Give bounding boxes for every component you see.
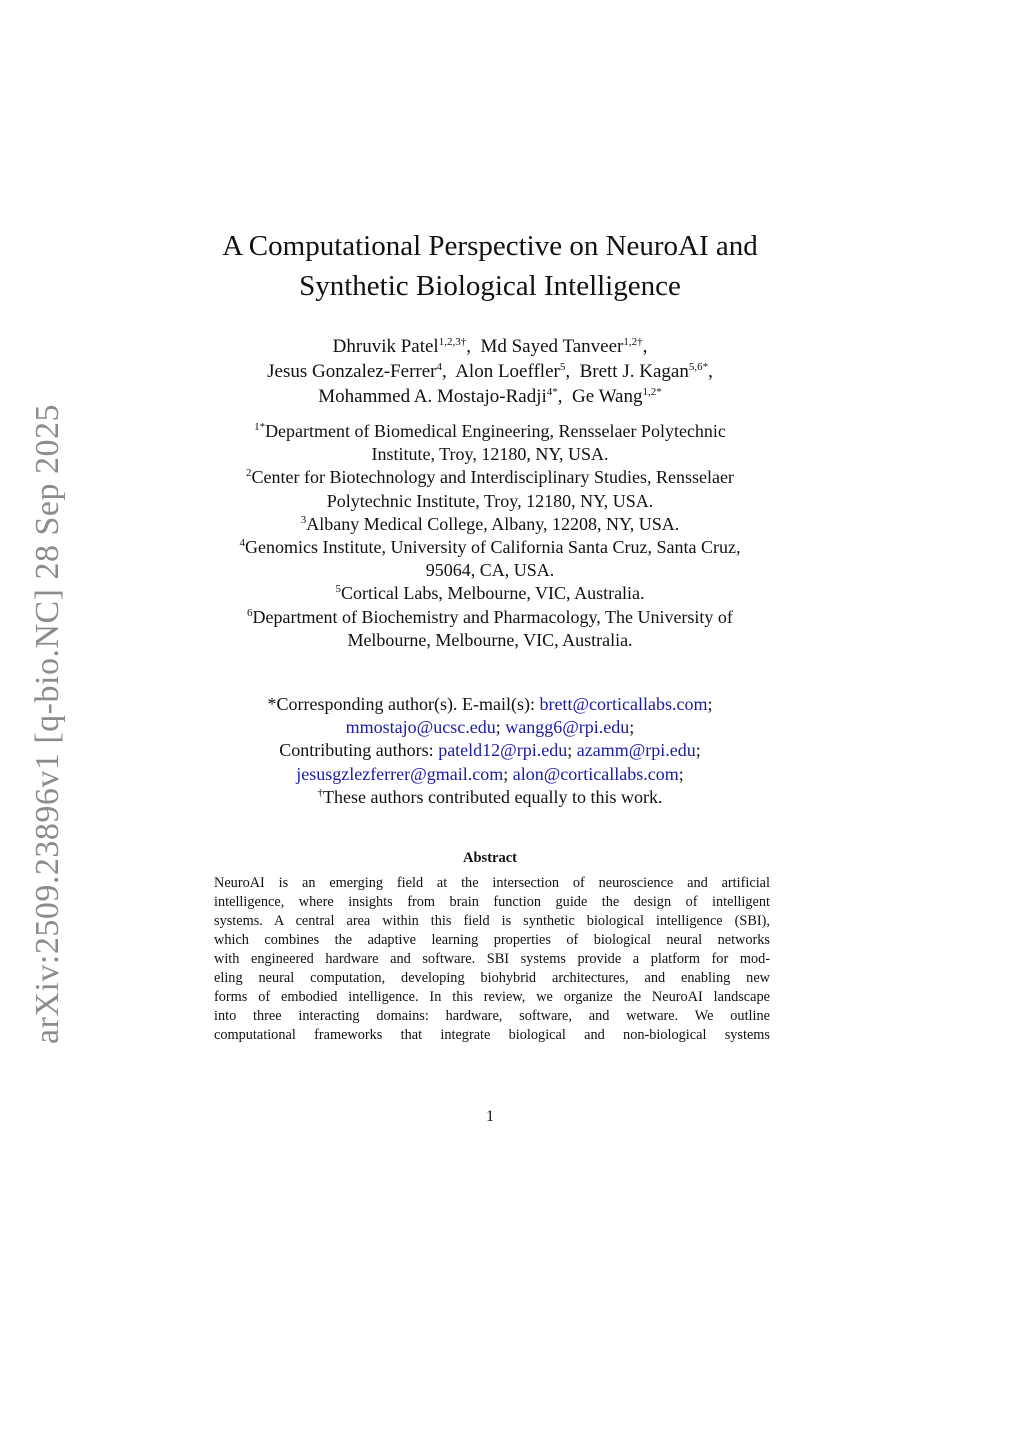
abstract-line: NeuroAI is an emerging field at the intersection of neuroscience and artificial — [214, 875, 770, 891]
author-separator: , — [557, 386, 573, 407]
affiliation-text: Department of Biomedical Engineering, Rensselaer Polytechnic — [265, 421, 726, 441]
correspondence-line-4: jesusgzlezferrer@gmail.com; alon@corticallabs.com; — [296, 763, 684, 784]
affiliation-1 — [170, 420, 810, 443]
author-affiliation-mark: 4* — [546, 386, 558, 398]
email-link[interactable]: jesusgzlezferrer@gmail.com — [296, 763, 504, 784]
abstract-line: forms of embodied intelligence. In this review, we organize the NeuroAI landscape — [214, 989, 770, 1005]
author-name: Ge Wang — [572, 386, 643, 407]
affiliation-text: Albany Medical College, Albany, 12208, NY, USA. — [306, 513, 680, 534]
abstract-line: with engineered hardware and software. SBI systems provide a platform for mod- — [214, 951, 770, 967]
author-separator: , — [466, 336, 481, 357]
author-separator: , — [442, 361, 456, 382]
author-separator: , — [708, 361, 713, 382]
abstract-line: into three interacting domains: hardware, software, and wetware. We outline — [214, 1008, 770, 1024]
author-line-1 — [180, 334, 800, 359]
paper-title — [180, 226, 800, 306]
affiliation-5 — [170, 582, 810, 605]
contributing-label: Contributing authors: — [279, 740, 439, 761]
correspondence-line-3: Contributing authors: pateld12@rpi.edu; azamm@rpi.edu; — [279, 740, 701, 761]
affiliation-mark: 2 — [246, 467, 252, 480]
author-affiliation-mark: 1,2† — [623, 336, 643, 348]
author-name: Alon Loeffler — [455, 361, 560, 382]
affiliation-text: Department of Biochemistry and Pharmacology, The University of — [252, 606, 733, 627]
affiliation-mark: 1* — [254, 421, 266, 433]
author-name: Mohammed A. Mostajo-Radji — [318, 386, 547, 407]
affiliation-1-cont: Institute, Troy, 12180, NY, USA. — [371, 444, 609, 465]
affiliation-4 — [170, 536, 810, 559]
affiliation-mark: 6 — [247, 606, 253, 619]
email-link[interactable]: mmostajo@ucsc.edu — [345, 717, 496, 738]
affiliation-mark: 3 — [300, 513, 307, 526]
correspondence-label: *Corresponding author(s). E-mail(s): — [267, 694, 540, 714]
affiliation-mark: 4 — [239, 537, 246, 550]
abstract-heading: Abstract — [463, 850, 517, 866]
affiliation-mark: 5 — [335, 583, 341, 596]
equal-contribution-text: These authors contributed equally to this work. — [323, 786, 663, 807]
author-list — [180, 334, 800, 409]
author-line-3 — [180, 384, 800, 409]
author-affiliation-mark: 1,2* — [642, 386, 662, 398]
affiliation-6-cont: Melbourne, Melbourne, VIC, Australia. — [347, 629, 633, 650]
abstract-line: which combines the adaptive learning properties of biological neural networks — [214, 932, 770, 948]
email-link[interactable]: azamm@rpi.edu — [576, 740, 696, 761]
author-affiliation-mark: 5,6* — [688, 361, 709, 373]
author-line-2 — [180, 359, 800, 384]
email-link[interactable]: pateld12@rpi.edu — [438, 740, 568, 761]
author-separator: , — [565, 361, 580, 382]
abstract-line: intelligence, where insights from brain function guide the design of intelligent — [214, 894, 770, 910]
abstract-line: systems. A central area within this field is synthetic biological intelligence (SBI), — [214, 913, 770, 929]
author-affiliation-mark: 5 — [559, 361, 566, 373]
author-name: Dhruvik Patel — [332, 336, 439, 357]
author-affiliation-mark: 1,2,3† — [438, 336, 467, 348]
affiliation-3 — [170, 513, 810, 536]
title-line-2: Synthetic Biological Intelligence — [299, 270, 681, 302]
affiliation-text: Genomics Institute, University of California Santa Cruz, Santa Cruz, — [245, 537, 741, 558]
arxiv-identifier-stamp: arXiv:2509.23896v1 [q-bio.NC] 28 Sep 2025 — [29, 403, 66, 1045]
abstract-line: computational frameworks that integrate biological and non-biological systems — [214, 1027, 770, 1043]
author-name: Jesus Gonzalez-Ferrer — [267, 361, 437, 382]
author-separator: , — [642, 336, 648, 357]
affiliation-6 — [170, 606, 810, 629]
dagger-mark: † — [317, 786, 324, 799]
abstract-line: eling neural computation, developing biohybrid architectures, and enabling new — [214, 970, 770, 986]
page-number: 1 — [486, 1108, 494, 1125]
affiliation-text: Cortical Labs, Melbourne, VIC, Australia. — [340, 583, 645, 604]
abstract-body — [214, 874, 770, 1045]
correspondence-line-1: *Corresponding author(s). E-mail(s): brett@corticallabs.com; — [267, 694, 713, 714]
email-link[interactable]: wangg6@rpi.edu — [505, 717, 630, 738]
title-line-1: A Computational Perspective on NeuroAI and — [222, 230, 758, 262]
email-link[interactable]: alon@corticallabs.com — [512, 763, 679, 784]
correspondence-line-2: mmostajo@ucsc.edu; wangg6@rpi.edu; — [345, 717, 635, 738]
affiliation-text: Center for Biotechnology and Interdisciplinary Studies, Rensselaer — [251, 467, 734, 488]
affiliation-list — [170, 420, 810, 652]
author-name: Brett J. Kagan — [579, 361, 689, 382]
author-name: Md Sayed Tanveer — [480, 336, 624, 357]
equal-contribution-note — [170, 786, 810, 809]
author-affiliation-mark: 4 — [436, 361, 442, 373]
correspondence-block — [170, 693, 810, 809]
affiliation-2-cont: Polytechnic Institute, Troy, 12180, NY, USA. — [326, 490, 654, 511]
affiliation-2 — [170, 466, 810, 489]
affiliation-4-cont: 95064, CA, USA. — [425, 560, 555, 581]
email-link[interactable]: brett@corticallabs.com — [539, 694, 708, 714]
